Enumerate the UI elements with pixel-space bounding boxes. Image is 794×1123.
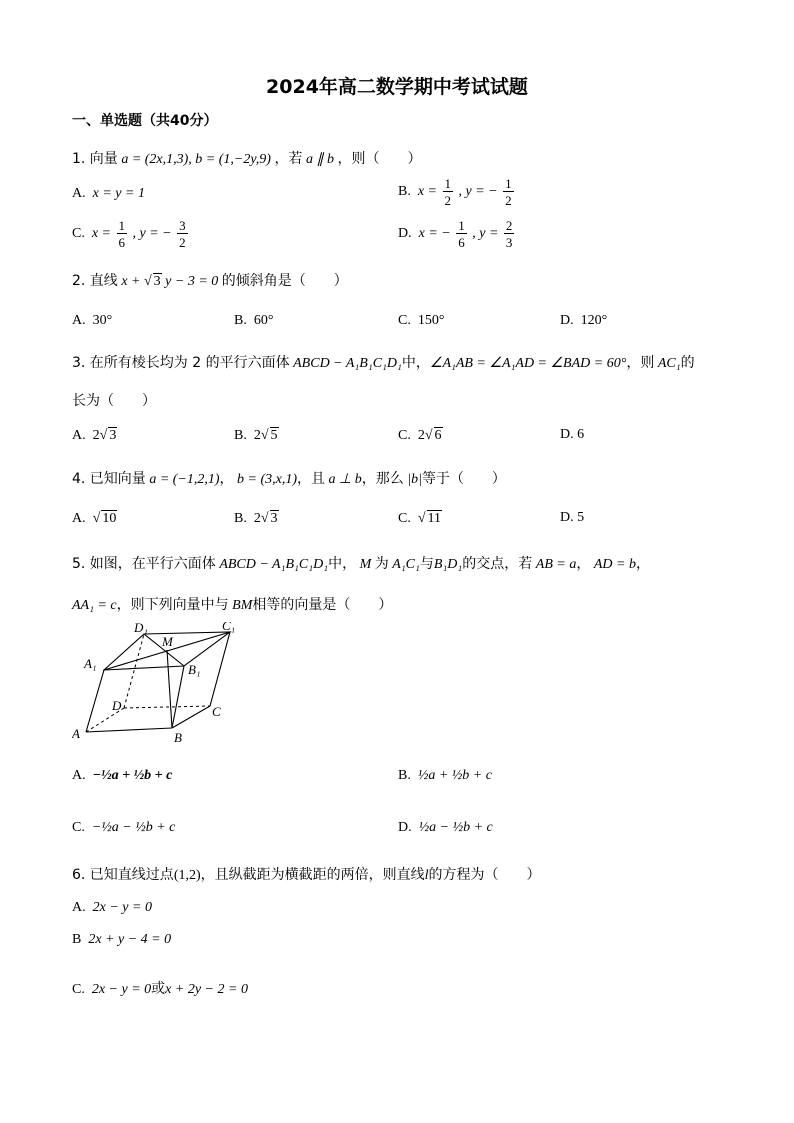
q5-option-a[interactable]: A. −½a + ½b + c xyxy=(72,768,173,783)
question-4-stem: 4. 已知向量 a = (−1,2,1)， b = (3,x,1)，且 a ⊥ b，那么 |b|等于（ ） xyxy=(72,471,506,487)
label-a: A xyxy=(72,726,80,741)
page-title: 2024年高二数学期中考试试题 xyxy=(266,76,528,98)
edge-bc xyxy=(172,706,210,728)
q1-option-d[interactable]: D. x = − $\frac{1}{6}$ , y = $\frac{2}{3}$ xyxy=(398,218,513,250)
question-6-stem: 6. 已知直线过点(1,2)，且纵截距为横截距的两倍，则直线l的方程为（ ） xyxy=(72,867,541,883)
q1-option-c[interactable]: C. x = $\frac{1}{6}$ , y = − $\frac{3}{2}$ xyxy=(72,218,186,250)
segment-bm xyxy=(167,650,172,728)
q2-option-c[interactable]: C. 150° xyxy=(398,313,445,328)
question-1-stem: 1. 向量 a = (2x,1,3), b = (1,−2y,9) ，若 a ∥ b ，则（ ） xyxy=(72,151,422,167)
fraction: $\frac{2}{3}$ xyxy=(505,218,513,250)
edge-aa1 xyxy=(86,670,104,732)
question-3-stem-line2: 长为（ ） xyxy=(72,393,156,409)
fraction: $\frac{1}{6}$ xyxy=(118,218,126,250)
label-b1: B₁ xyxy=(188,662,201,677)
q4-option-a[interactable]: A. √ 10 xyxy=(72,511,117,526)
q1-condition: a ∥ b xyxy=(305,152,334,167)
label-c: C xyxy=(212,704,221,719)
q2-option-d[interactable]: D. 120° xyxy=(560,313,608,328)
q3-option-d[interactable]: D. 6 xyxy=(560,427,585,442)
q6-option-c[interactable]: C. 2x − y = 0或x + 2y − 2 = 0 xyxy=(72,981,248,997)
label-b: B xyxy=(174,730,182,745)
section-heading: 一、单选题（共40分） xyxy=(72,113,218,129)
q3-option-c[interactable]: C. 2√ 6 xyxy=(398,428,442,443)
edge-ab xyxy=(86,728,172,732)
fraction: $\frac{1}{2}$ xyxy=(505,176,512,208)
fraction: $\frac{1}{6}$ xyxy=(458,218,465,250)
label-c1: C₁ xyxy=(222,622,236,633)
question-5-stem: 5. 如图，在平行六面体 ABCD − A₁B₁C₁D₁中， M 为 A₁C₁与B₁D₁的交点，若 AB = a， AD = b， xyxy=(72,556,650,572)
q1-option-b[interactable]: B. x = $\frac{1}{2}$ , y = − $\frac{1}{2}$ xyxy=(398,176,512,208)
edge-cc1 xyxy=(210,632,230,706)
q5-option-c[interactable]: C. −½a − ½b + c xyxy=(72,820,176,835)
q4-option-b[interactable]: B. 2√ 3 xyxy=(234,511,278,526)
fraction: $\frac{1}{2}$ xyxy=(444,176,452,208)
q6-option-b[interactable]: B 2x + y − 4 = 0 xyxy=(72,932,172,947)
q1-option-a[interactable]: A. x = y = 1 xyxy=(72,186,145,201)
q2-option-b[interactable]: B. 60° xyxy=(234,313,274,328)
q4-option-d[interactable]: D. 5 xyxy=(560,510,585,525)
label-a1: A₁ xyxy=(84,656,97,671)
edge-bb1 xyxy=(172,666,184,728)
question-2-stem: 2. 直线 x + √ 3 y − 3 = 0 的倾斜角是（ ） xyxy=(72,273,348,289)
question-3-stem: 3. 在所有棱长均为 2 的平行六面体 ABCD − A₁B₁C₁D₁中，∠A₁AB = ∠A₁AD = ∠BAD = 60°，则 AC₁的 xyxy=(72,355,695,371)
q6-option-a[interactable]: A. 2x − y = 0 xyxy=(72,900,152,915)
q5-option-d[interactable]: D. ½a − ½b + c xyxy=(398,820,493,835)
q4-option-c[interactable]: C. √ 11 xyxy=(398,511,442,526)
q3-option-a[interactable]: A. 2√ 3 xyxy=(72,428,117,443)
label-m: M xyxy=(162,634,173,649)
q1-vectors: a = (2x,1,3), b = (1,−2y,9) xyxy=(121,152,271,167)
label-d: D xyxy=(112,698,122,713)
question-5-stem-line2: AA₁ = c，则下列向量中与 BM相等的向量是（ ） xyxy=(72,597,393,613)
parallelepiped-figure xyxy=(72,622,252,748)
hidden-edge-dd1 xyxy=(124,634,144,708)
fraction: $\frac{3}{2}$ xyxy=(179,218,186,250)
q3-option-b[interactable]: B. 2√ 5 xyxy=(234,428,278,443)
q5-option-b[interactable]: B. ½a + ½b + c xyxy=(398,768,492,783)
hidden-edge-dc xyxy=(124,706,210,708)
q2-option-a[interactable]: A. 30° xyxy=(72,313,113,328)
label-d1: D₁ xyxy=(134,622,148,635)
